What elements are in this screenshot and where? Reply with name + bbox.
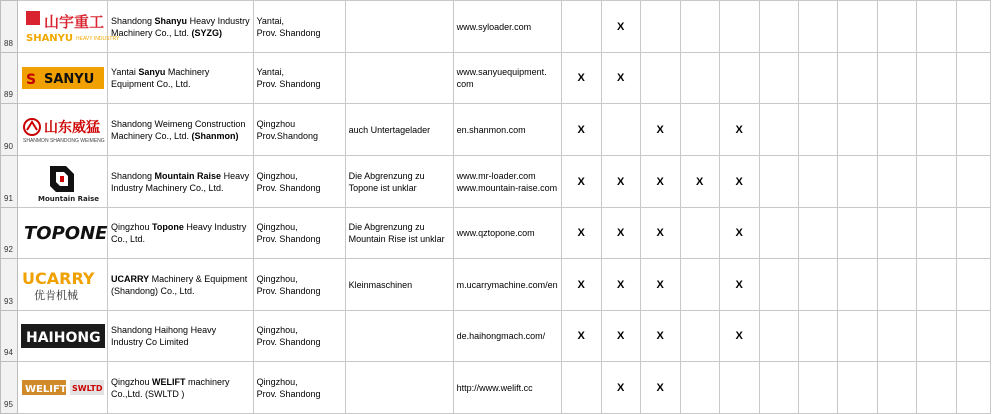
website-line1: www.qztopone.com xyxy=(456,228,535,238)
company-name-post: machinery xyxy=(185,376,230,387)
empty-cell[interactable] xyxy=(956,104,990,156)
company-name-cell[interactable] xyxy=(108,362,254,414)
website-line1: en.shanmon.com xyxy=(456,124,526,135)
empty-cell[interactable] xyxy=(956,1,990,53)
location-line1: Qingzhou, xyxy=(256,325,298,335)
location-line1: Qingzhou, xyxy=(256,170,298,181)
mark-cell[interactable]: X xyxy=(601,259,640,311)
company-name-line2: (Shandong) Co., Ltd. xyxy=(111,285,195,296)
mark-cell[interactable] xyxy=(561,362,601,414)
location-cell[interactable] xyxy=(253,104,345,156)
table-row xyxy=(1,104,991,156)
empty-cell[interactable] xyxy=(956,362,990,414)
company-name-line2: Machinery Co., Ltd. xyxy=(111,130,192,141)
empty-cell[interactable] xyxy=(877,53,916,104)
company-name-cell[interactable] xyxy=(108,259,254,311)
note-line2: Mountain Rise ist unklar xyxy=(348,234,445,244)
empty-cell[interactable] xyxy=(837,53,877,104)
mark-cell[interactable]: X xyxy=(601,156,640,208)
svg-text:UCARRY: UCARRY xyxy=(21,268,94,288)
empty-cell[interactable] xyxy=(837,104,877,156)
table-row xyxy=(1,1,991,53)
note-line1: Die Abgrenzung zu xyxy=(348,222,425,232)
website-line1: de.haihongmach.com/ xyxy=(456,331,546,341)
company-name-line2: Equipment Co., Ltd. xyxy=(111,79,191,89)
company-name-post: Machinery xyxy=(165,67,210,77)
empty-cell[interactable] xyxy=(798,156,837,208)
topone-logo xyxy=(20,218,106,248)
empty-cell[interactable] xyxy=(837,311,877,362)
mark-cell[interactable]: X xyxy=(561,259,601,311)
mark-cell[interactable]: X xyxy=(719,311,759,362)
empty-cell[interactable] xyxy=(916,311,956,362)
website-line1: http://www.welift.cc xyxy=(456,382,533,393)
empty-cell[interactable] xyxy=(956,311,990,362)
shanyu-logo xyxy=(20,5,119,49)
mark-cell[interactable] xyxy=(680,1,719,53)
note-line2: Topone ist unklar xyxy=(348,182,417,193)
svg-text:优肯机械: 优肯机械 xyxy=(33,288,78,302)
mark-cell[interactable] xyxy=(759,156,798,208)
company-name-bold: Sanyu xyxy=(138,67,166,77)
location-line1: Qingzhou, xyxy=(256,222,298,232)
mark-cell[interactable]: X xyxy=(561,104,601,156)
company-name-pre: Shandong xyxy=(111,15,155,26)
mark-cell[interactable]: X xyxy=(561,311,601,362)
svg-text:SHANYU: SHANYU xyxy=(25,32,73,44)
sanyu-logo xyxy=(20,65,106,91)
website-line1: www.sanyuequipment. xyxy=(456,67,547,77)
empty-cell[interactable] xyxy=(877,104,916,156)
location-line2: Prov. Shandong xyxy=(256,27,321,38)
note-line1: Die Abgrenzung zu xyxy=(348,170,425,181)
empty-cell[interactable] xyxy=(798,53,837,104)
mark-cell[interactable] xyxy=(601,104,640,156)
row-number[interactable]: 93 xyxy=(1,259,18,311)
company-name-line2: Industry Co Limited xyxy=(111,337,189,347)
mark-cell[interactable]: X xyxy=(719,104,759,156)
website-line1: www.mr-loader.com xyxy=(456,170,536,181)
svg-text:WELIFT: WELIFT xyxy=(24,383,67,395)
location-line1: Qingzhou, xyxy=(256,273,298,284)
svg-text:Mountain Raise: Mountain Raise xyxy=(37,194,99,203)
svg-text:山宇重工: 山宇重工 xyxy=(43,12,104,31)
note-cell[interactable] xyxy=(345,1,453,53)
empty-cell[interactable] xyxy=(877,362,916,414)
company-name-pre: Shandong Haihong Heavy xyxy=(111,325,217,335)
mark-cell[interactable] xyxy=(759,208,798,259)
website-cell[interactable] xyxy=(453,1,561,53)
svg-text:S: S xyxy=(25,72,36,88)
location-cell[interactable] xyxy=(253,53,345,104)
mountain-raise-logo xyxy=(20,160,106,204)
company-logo-cell[interactable] xyxy=(18,1,119,53)
location-cell[interactable] xyxy=(253,208,345,259)
company-logo-cell[interactable] xyxy=(18,156,108,208)
mark-cell[interactable]: X xyxy=(640,362,680,414)
empty-cell[interactable] xyxy=(916,259,956,311)
company-name-bold: WELIFT xyxy=(152,376,186,387)
location-line1: Yantai, xyxy=(256,15,284,26)
empty-cell[interactable] xyxy=(877,311,916,362)
location-line2: Prov. Shandong xyxy=(256,337,321,347)
company-name-line2: Co.,Ltd. (SWLTD ) xyxy=(111,388,185,399)
empty-cell[interactable] xyxy=(837,1,877,53)
location-line2: Prov.Shandong xyxy=(256,130,318,141)
empty-cell[interactable] xyxy=(877,259,916,311)
note-cell[interactable] xyxy=(345,311,453,362)
note-cell[interactable] xyxy=(345,259,453,311)
company-logo-cell[interactable] xyxy=(18,259,108,311)
company-logo-cell[interactable] xyxy=(18,362,108,414)
mark-cell[interactable]: X xyxy=(719,208,759,259)
empty-cell[interactable] xyxy=(956,156,990,208)
mark-cell[interactable] xyxy=(759,104,798,156)
location-line2: Prov. Shandong xyxy=(256,79,321,89)
mark-cell[interactable]: X xyxy=(640,208,680,259)
location-cell[interactable] xyxy=(253,362,345,414)
svg-text:SANYU: SANYU xyxy=(43,72,94,87)
website-cell[interactable] xyxy=(453,53,561,104)
mark-cell[interactable] xyxy=(680,53,719,104)
table-row xyxy=(1,156,991,208)
company-name-post: Machinery & Equipment xyxy=(149,273,248,284)
website-cell[interactable] xyxy=(453,362,561,414)
note-cell[interactable] xyxy=(345,53,453,104)
empty-cell[interactable] xyxy=(916,156,956,208)
mark-cell[interactable]: X xyxy=(640,311,680,362)
company-name-cell[interactable] xyxy=(108,208,254,259)
row-number[interactable]: 91 xyxy=(1,156,18,208)
empty-cell[interactable] xyxy=(837,208,877,259)
mark-cell[interactable] xyxy=(640,53,680,104)
note-line1: auch Untertagelader xyxy=(348,124,431,135)
company-name-bold: UCARRY xyxy=(111,273,150,284)
mark-cell[interactable] xyxy=(680,208,719,259)
empty-cell[interactable] xyxy=(798,311,837,362)
company-logo-cell[interactable] xyxy=(18,208,108,259)
table-row xyxy=(1,259,991,311)
company-logo-cell[interactable] xyxy=(18,104,108,156)
row-number[interactable]: 88 xyxy=(1,1,18,53)
svg-text:HAIHONG: HAIHONG xyxy=(25,330,101,346)
company-name-pre: Qingzhou xyxy=(111,376,153,387)
company-name-cell[interactable] xyxy=(108,311,254,362)
empty-cell[interactable] xyxy=(916,1,956,53)
location-cell[interactable] xyxy=(253,259,345,311)
empty-cell[interactable] xyxy=(956,208,990,259)
mark-cell[interactable]: X xyxy=(601,53,640,104)
svg-text:SHANMON SHANDONG WEIMENG: SHANMON SHANDONG WEIMENG xyxy=(22,137,105,144)
website-cell[interactable] xyxy=(453,104,561,156)
row-number[interactable]: 94 xyxy=(1,311,18,362)
location-line1: Qingzhou xyxy=(256,118,296,129)
table-row xyxy=(1,53,991,104)
location-line2: Prov. Shandong xyxy=(256,182,321,193)
mark-cell[interactable] xyxy=(759,362,798,414)
company-name-cell[interactable] xyxy=(108,1,254,53)
empty-cell[interactable] xyxy=(916,362,956,414)
mark-cell[interactable]: X xyxy=(561,53,601,104)
company-name-post: Heavy Industry xyxy=(187,15,250,26)
note-cell[interactable] xyxy=(345,156,453,208)
location-cell[interactable] xyxy=(253,156,345,208)
company-name-pre: Shandong Weimeng Construction xyxy=(111,118,246,129)
company-name-bold: Shanyu xyxy=(154,15,188,26)
mark-cell[interactable]: X xyxy=(561,208,601,259)
note-cell[interactable] xyxy=(345,208,453,259)
website-line2: www.mountain-raise.com xyxy=(456,182,558,193)
mark-cell[interactable]: X xyxy=(640,259,680,311)
mark-cell[interactable] xyxy=(759,259,798,311)
location-cell[interactable] xyxy=(253,1,345,53)
empty-cell[interactable] xyxy=(877,156,916,208)
table-row xyxy=(1,311,991,362)
table-row xyxy=(1,208,991,259)
empty-cell[interactable] xyxy=(956,259,990,311)
empty-cell[interactable] xyxy=(798,259,837,311)
empty-cell[interactable] xyxy=(877,208,916,259)
mark-cell[interactable] xyxy=(680,104,719,156)
company-name-line2-bold: (Shanmon) xyxy=(191,130,239,141)
empty-cell[interactable] xyxy=(956,53,990,104)
row-number[interactable]: 90 xyxy=(1,104,18,156)
svg-text:SWLTD: SWLTD xyxy=(71,383,102,393)
company-name-post: Heavy Industry xyxy=(183,222,247,232)
company-name-line2: Machinery Co., Ltd. xyxy=(111,27,192,38)
empty-cell[interactable] xyxy=(798,362,837,414)
mark-cell[interactable]: X xyxy=(601,1,640,53)
mark-cell[interactable] xyxy=(759,1,798,53)
haihong-logo xyxy=(20,321,106,351)
empty-cell[interactable] xyxy=(837,362,877,414)
table-row xyxy=(1,362,991,414)
empty-cell[interactable] xyxy=(798,208,837,259)
note-cell[interactable] xyxy=(345,362,453,414)
company-name-pre: Qingzhou xyxy=(111,222,153,232)
mark-cell[interactable]: X xyxy=(719,156,759,208)
mark-cell[interactable] xyxy=(719,1,759,53)
shanmon-logo xyxy=(20,115,106,145)
location-line1: Qingzhou, xyxy=(256,376,298,387)
company-name-cell[interactable] xyxy=(108,156,254,208)
mark-cell[interactable]: X xyxy=(601,311,640,362)
company-logo-cell[interactable] xyxy=(18,53,108,104)
location-line2: Prov. Shandong xyxy=(256,285,321,296)
location-line1: Yantai, xyxy=(256,67,284,77)
mark-cell[interactable] xyxy=(680,259,719,311)
mark-cell[interactable]: X xyxy=(601,362,640,414)
empty-cell[interactable] xyxy=(837,259,877,311)
location-line2: Prov. Shandong xyxy=(256,388,321,399)
website-cell[interactable] xyxy=(453,156,561,208)
mark-cell[interactable]: X xyxy=(640,104,680,156)
website-cell[interactable] xyxy=(453,208,561,259)
empty-cell[interactable] xyxy=(916,208,956,259)
empty-cell[interactable] xyxy=(837,156,877,208)
empty-cell[interactable] xyxy=(916,104,956,156)
location-cell[interactable] xyxy=(253,311,345,362)
note-cell[interactable] xyxy=(345,104,453,156)
mark-cell[interactable]: X xyxy=(680,156,719,208)
company-name-line2: Co., Ltd. xyxy=(111,234,146,244)
mark-cell[interactable]: X xyxy=(601,208,640,259)
website-line1: m.ucarrymachine.com/en xyxy=(456,279,558,290)
mark-cell[interactable]: X xyxy=(719,259,759,311)
company-name-pre: Shandong xyxy=(111,170,155,181)
mark-cell[interactable] xyxy=(561,1,601,53)
row-number[interactable]: 89 xyxy=(1,53,18,104)
company-logo-cell[interactable] xyxy=(18,311,108,362)
website-line1: www.syloader.com xyxy=(456,21,532,32)
mark-cell[interactable] xyxy=(759,311,798,362)
empty-cell[interactable] xyxy=(798,104,837,156)
ucarry-logo xyxy=(20,265,106,305)
company-name-line2-bold: (SYZG) xyxy=(191,27,223,38)
mark-cell[interactable] xyxy=(719,53,759,104)
mark-cell[interactable] xyxy=(719,362,759,414)
website-cell[interactable] xyxy=(453,259,561,311)
svg-text:HEAVY INDUSTRY: HEAVY INDUSTRY xyxy=(75,35,119,42)
company-name-cell[interactable] xyxy=(108,53,254,104)
row-number[interactable]: 95 xyxy=(1,362,18,414)
note-line1: Kleinmaschinen xyxy=(348,279,413,290)
mark-cell[interactable] xyxy=(640,1,680,53)
mark-cell[interactable] xyxy=(759,53,798,104)
welift-logo xyxy=(20,376,106,400)
empty-cell[interactable] xyxy=(877,1,916,53)
company-name-cell[interactable] xyxy=(108,104,254,156)
company-name-post: Heavy xyxy=(221,170,250,181)
empty-cell[interactable] xyxy=(916,53,956,104)
empty-cell[interactable] xyxy=(798,1,837,53)
website-cell[interactable] xyxy=(453,311,561,362)
location-line2: Prov. Shandong xyxy=(256,234,321,244)
mark-cell[interactable] xyxy=(680,311,719,362)
svg-text:TOPONE: TOPONE xyxy=(23,223,107,244)
company-name-pre: Yantai xyxy=(111,67,139,77)
company-name-bold: Mountain Raise xyxy=(154,170,222,181)
mark-cell[interactable] xyxy=(680,362,719,414)
mark-cell[interactable]: X xyxy=(640,156,680,208)
mark-cell[interactable]: X xyxy=(561,156,601,208)
company-name-bold: Topone xyxy=(152,222,184,232)
row-number[interactable]: 92 xyxy=(1,208,18,259)
website-line2: com xyxy=(456,79,474,89)
svg-text:山东威猛: 山东威猛 xyxy=(43,119,100,136)
company-name-line2: Industry Machinery Co., Ltd. xyxy=(111,182,224,193)
